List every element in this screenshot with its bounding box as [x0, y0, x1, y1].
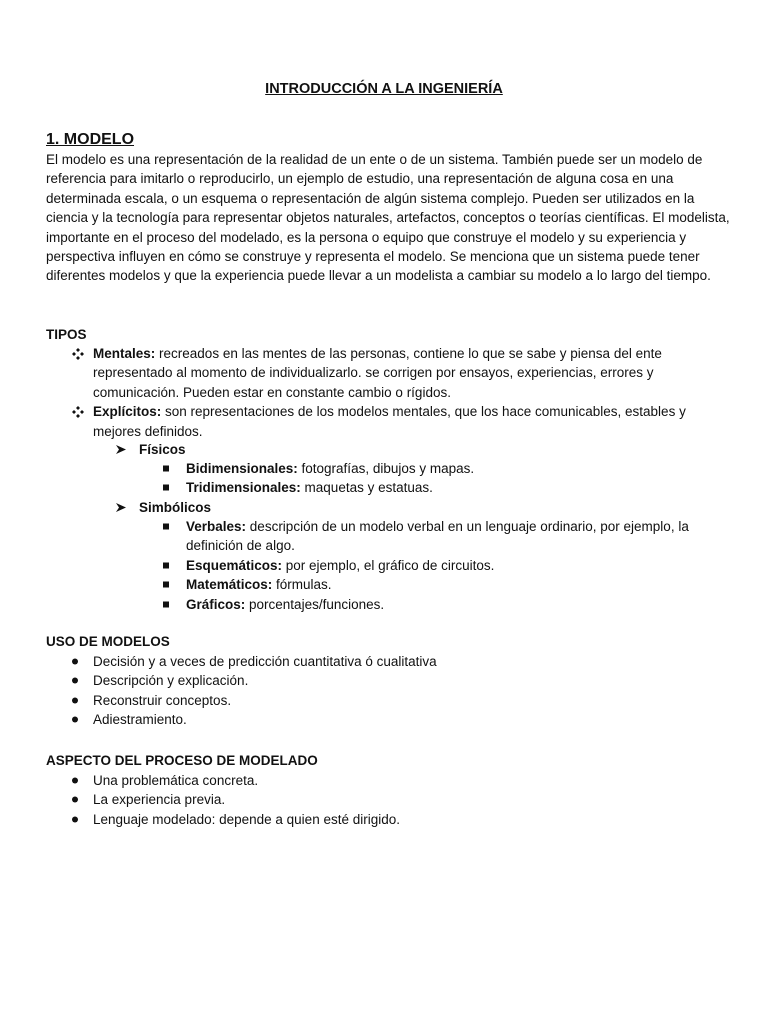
tipos-list — [93, 344, 723, 441]
arrow-bullet-icon — [115, 440, 127, 464]
term-esquematicos: Esquemáticos: — [186, 557, 283, 573]
list-item — [93, 771, 723, 790]
list-item — [93, 691, 723, 710]
term-mentales: Mentales: — [93, 346, 156, 361]
list-item — [93, 671, 723, 690]
list-item-verbales — [186, 517, 726, 556]
text-bidimensionales: fotografías, dibujos y mapas. — [297, 461, 475, 476]
square-bullet-icon — [162, 595, 170, 619]
text-mentales: recreados en las mentes de las personas, contiene lo que se sabe y piensa del ente representado al momento de individualizarlo. se corrigen por ensayos, experiencias, errores y comunicación. Pueden estar en constante cambio o rígidos. — [93, 346, 662, 400]
list-item-text: Reconstruir conceptos. — [93, 692, 232, 708]
list-item-text: Adiestramiento. — [93, 712, 187, 728]
text-tridimensionales: maquetas y estatuas. — [300, 480, 433, 496]
list-item — [93, 652, 723, 671]
text-explicitos: son representaciones de los modelos mentales, que los hace comunicables, estables y mejores definidos. — [93, 404, 686, 439]
list-item-text: Lenguaje modelado: depende a quien esté dirigido. — [93, 811, 400, 827]
list-item-simbolicos — [139, 498, 729, 517]
aspecto-list — [93, 771, 723, 829]
term-matematicos: Matemáticos: — [186, 577, 273, 593]
list-item-text: La experiencia previa. — [93, 792, 226, 808]
document-title: INTRODUCCIÓN A LA INGENIERÍA — [265, 81, 503, 97]
term-verbales: Verbales: — [186, 519, 247, 534]
label-simbolicos: Simbólicos — [139, 500, 212, 515]
text-verbales: descripción de un modelo verbal en un lenguaje ordinario, por ejemplo, la definición de algo. — [186, 519, 689, 554]
term-explicitos: Explícitos: — [93, 404, 162, 420]
list-item-mentales — [93, 344, 723, 402]
diamond-bullet-icon — [71, 402, 85, 426]
uso-list — [93, 652, 723, 730]
list-item-text: Descripción y explicación. — [93, 673, 249, 689]
dot-bullet-icon — [71, 710, 79, 734]
term-bidimensionales: Bidimensionales: — [186, 461, 298, 476]
intro-paragraph: El modelo es una representación de la realidad de un ente o de un sistema. También puede ser un modelo de referencia para imitarlo o reproducirlo, un ejemplo de estudio, una representación de alguna cosa en una determinada escala, o un esquema o representación de algún sistema complejo. Pueden ser utilizados en la ciencia y la tecnología para representar objetos naturales, artefactos, conceptos o teorías científicas. El modelista, importante en el proceso del modelado, es la persona o equipo que construye el modelo y su experiencia y perspectiva influyen en cómo se construye y representa el modelo. Se menciona que un sistema puede tener diferentes modelos y que la experiencia puede llevar a un modelista a cambiar su modelo a lo largo del tiempo. — [46, 152, 730, 284]
diamond-bullet-icon — [71, 344, 85, 368]
text-graficos: porcentajes/funciones. — [245, 596, 385, 612]
simbolicos-list — [139, 498, 729, 517]
list-item-bidimensionales — [186, 459, 726, 478]
arrow-bullet-icon — [115, 498, 127, 522]
list-item — [93, 810, 723, 829]
list-item-text: Una problemática concreta. — [93, 773, 259, 788]
list-item-fisicos — [139, 440, 729, 459]
term-tridimensionales: Tridimensionales: — [186, 480, 301, 496]
square-bullet-icon — [162, 517, 170, 541]
fisicos-list — [139, 440, 729, 459]
list-item-text: Decisión y a veces de predicción cuantitativa ó cualitativa — [93, 654, 437, 669]
list-item — [93, 790, 723, 809]
list-item-tridimensionales — [186, 478, 726, 497]
aspecto-heading: ASPECTO DEL PROCESO DE MODELADO — [46, 753, 318, 768]
list-item-esquematicos — [186, 556, 726, 575]
list-item — [93, 710, 723, 729]
uso-heading: USO DE MODELOS — [46, 634, 170, 649]
simbolicos-items — [186, 517, 726, 614]
fisicos-items — [186, 459, 726, 498]
list-item-matematicos — [186, 575, 726, 594]
term-graficos: Gráficos: — [186, 596, 246, 612]
list-item-graficos — [186, 595, 726, 614]
tipos-heading: TIPOS — [46, 327, 87, 342]
label-fisicos: Físicos — [139, 442, 186, 457]
text-esquematicos: por ejemplo, el gráfico de circuitos. — [282, 557, 495, 573]
dot-bullet-icon — [71, 810, 79, 834]
section-heading: 1. MODELO — [46, 131, 135, 148]
list-item-explicitos — [93, 402, 723, 441]
text-matematicos: fórmulas. — [272, 577, 332, 593]
